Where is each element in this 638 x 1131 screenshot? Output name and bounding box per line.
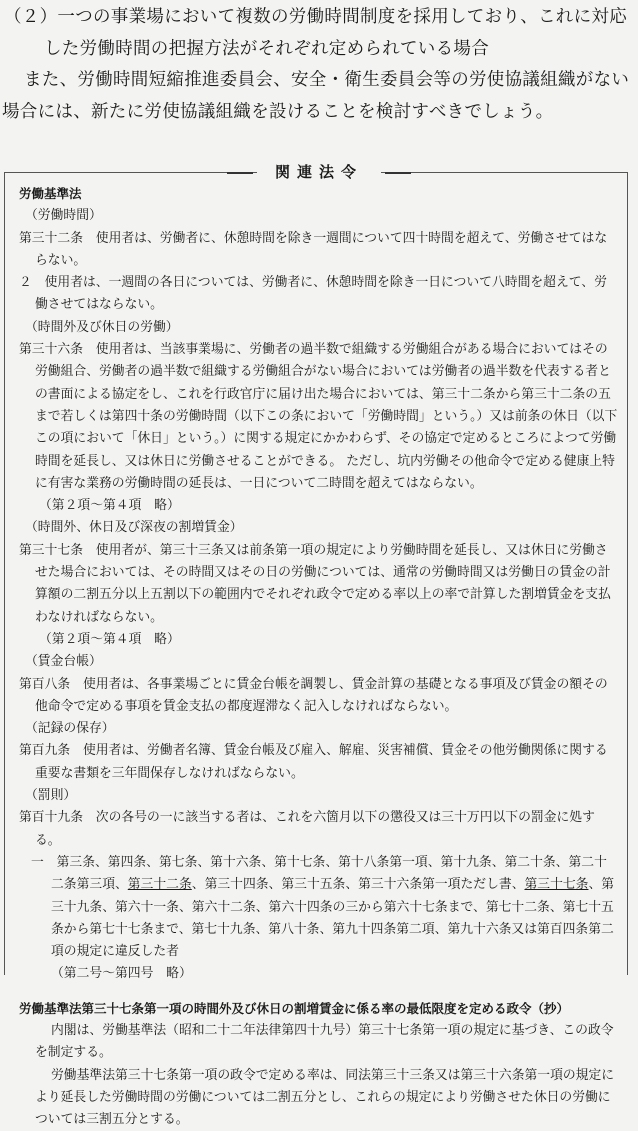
item-1-text-c: 、第三十九条、第六十一条、第六十二条、第六十四条の三から第六十七条まで、第七十二条、第七十五条から第七十七条まで、第七十九条、第八十条、第九十四条第二項、第九十六条又は第百四条第二項の規定に違反した者 bbox=[51, 877, 615, 960]
intro-line-4: 場合には、新たに労使協議組織を設けることを検討すべきでしょう。 bbox=[2, 101, 554, 122]
article-32: 第三十二条 使用者は、労働者に、休憩時間を除き一週間について四十時間を超えて、労働させてはならない。 bbox=[19, 230, 608, 268]
item-1-underlined-37: 第三十七条 bbox=[524, 877, 589, 893]
cabinet-order-title: 労働基準法第三十七条第一項の時間外及び休日の割増賃金に係る率の最低限度を定める政令（抄） bbox=[19, 1000, 570, 1016]
intro-line-3: また、労働時間短縮推進委員会、安全・衛生委員会等の労使協議組織がない bbox=[24, 70, 630, 90]
item-1-text-b: 、第三十四条、第三十五条、第三十六条第一項ただし書、 bbox=[191, 877, 525, 893]
intro-text bbox=[0, 2, 636, 128]
article-119-item-1 bbox=[19, 852, 619, 963]
article-119-note: （第二号～第四号 略） bbox=[51, 966, 192, 982]
article-119: 第百十九条 次の各号の一に該当する者は、これを六箇月以下の懲役又は三十万円以下の罰金に処する。 bbox=[19, 810, 595, 848]
article-108: 第百八条 使用者は、各事業場ごとに賃金台帳を調製し、賃金計算の基礎となる事項及び賃金の額その他命令で定める事項を賃金支払の都度遅滞なく記入しなければならない。 bbox=[19, 676, 608, 714]
intro-line-2: した労働時間の把握方法がそれぞれ定められている場合 bbox=[44, 38, 489, 59]
article-109: 第百九条 使用者は、労働者名簿、賃金台帳及び雇入、解雇、災害補償、賃金その他労働関係に関する重要な書類を三年間保存しなければならない。 bbox=[19, 743, 608, 781]
section-label-penalties: （罰則） bbox=[25, 788, 77, 804]
section-label-working-hours: （労働時間） bbox=[25, 208, 102, 224]
section-label-wage-ledger: （賃金台帳） bbox=[25, 654, 102, 670]
cabinet-order-para-1: 内閣は、労働基準法（昭和二十二年法律第四十九号）第三十七条第一項の規定に基づき、この政令を制定する。 bbox=[35, 1022, 614, 1061]
intro-line-1: （２）一つの事業場において複数の労働時間制度を採用しており、これに対応 bbox=[4, 7, 627, 27]
title-rule-left bbox=[227, 172, 253, 174]
title-rule-right bbox=[385, 172, 411, 174]
section-label-overtime: （時間外及び休日の労働） bbox=[25, 319, 179, 335]
article-37-note: （第２項～第４項 略） bbox=[39, 631, 180, 647]
law-title: 労働基準法 bbox=[19, 186, 82, 201]
article-36-note: （第２項～第４項 略） bbox=[39, 498, 180, 514]
section-label-premium-wages: （時間外、休日及び深夜の割増賃金） bbox=[25, 520, 243, 536]
article-32-para-2: ２ 使用者は、一週間の各日については、労働者に、休憩時間を除き一日について八時間を超えて、労働させてはならない。 bbox=[19, 275, 607, 313]
cabinet-order-para-2: 労働基準法第三十七条第一項の政令で定める率は、同法第三十三条又は第三十六条第一項の規定により延長した労働時間の労働については二割五分とし、これらの規定により労働させた休日の労働については三割五分とする。 bbox=[35, 1067, 615, 1128]
section-label-record-keeping: （記録の保存） bbox=[25, 721, 115, 737]
article-37: 第三十七条 使用者が、第三十三条又は前条第一項の規定により労働時間を延長し、又は休日に労働させた場合においては、その時間又はその日の労働については、通常の労働時間又は労働日の賃金の計算額の二割五分以上五割以下の範囲内でそれぞれ政令で定める率以上の率で計算した割増賃金を支払わなければならない。 bbox=[19, 542, 611, 625]
laws-content bbox=[19, 183, 619, 1131]
item-1-text-a: 一 第三条、第四条、第七条、第十六条、第十七条、第十八条第一項、第十九条、第二十条、第二十二条第三項、 bbox=[31, 854, 607, 893]
article-36: 第三十六条 使用者は、当該事業場に、労働者の過半数で組織する労働組合がある場合においてはその労働組合、労働者の過半数で組織する労働組合がない場合においては労働者の過半数を代表する者との書面による協定をし、これを行政官庁に届け出た場合においては、第三十二条から第三十二条の五まで若しくは第四十条の労働時間（以下この条において「労働時間」という。）又は前条の休日（以下この項において「休日」という。）に関する規定にかかわらず、その協定で定めるところによつて労働時間を延長し、又は休日に労働させることができる。 ただし、坑内労働その他命令で定める健康上特に有害な業務の労働時間の延長は、一日について二時間を超えてはならない。 bbox=[19, 342, 618, 491]
related-laws-title bbox=[257, 161, 381, 182]
related-laws-box bbox=[4, 163, 628, 1128]
related-laws-title-text: 関連法令 bbox=[274, 163, 363, 181]
item-1-underlined-32: 第三十二条 bbox=[127, 877, 192, 893]
